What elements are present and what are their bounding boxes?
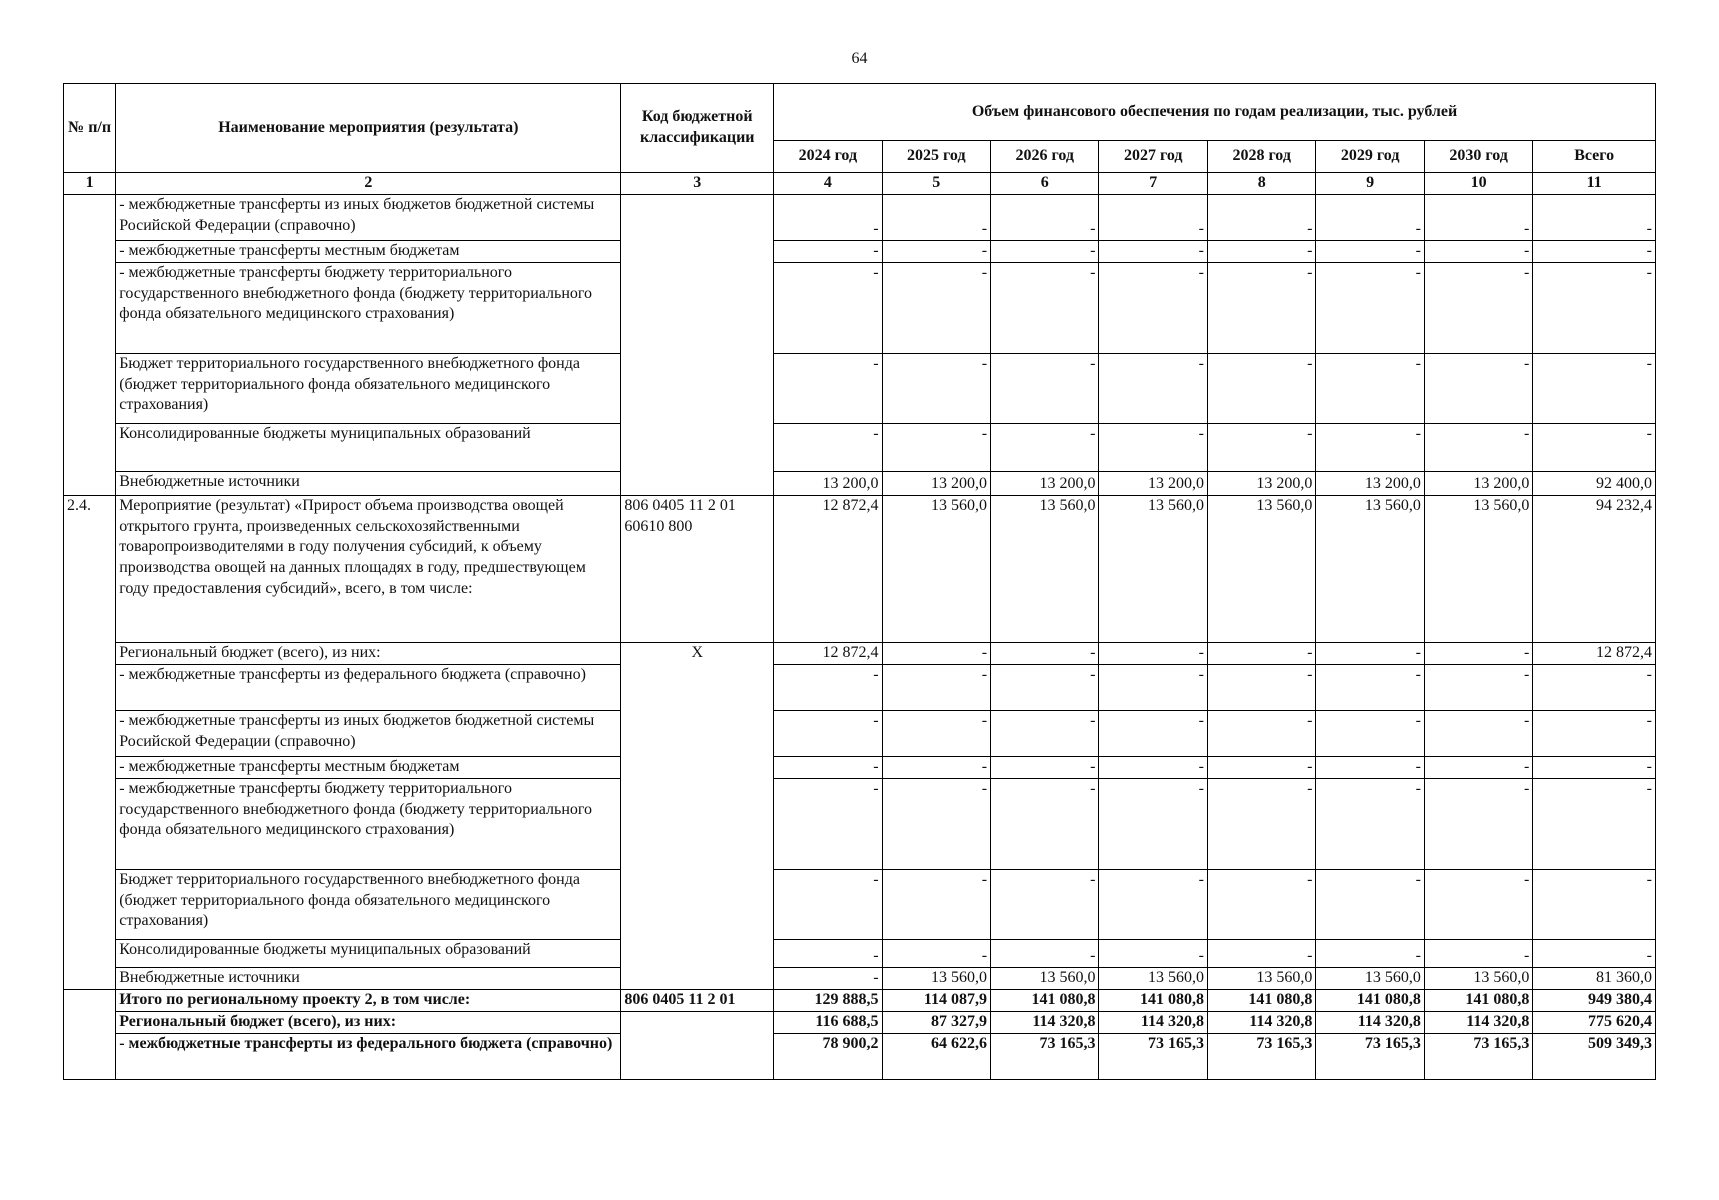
year-value: 12 872,4 xyxy=(774,642,882,664)
year-value: - xyxy=(1207,642,1315,664)
year-value: - xyxy=(1099,423,1207,471)
year-value: - xyxy=(1099,869,1207,939)
year-value: - xyxy=(882,664,990,710)
total-value: 94 232,4 xyxy=(1533,495,1656,642)
financing-table xyxy=(63,83,1656,1080)
row-name: Бюджет территориального государственного внебюджетного фонда (бюджет территориального фонда обязательного медицинского страхования) xyxy=(116,353,621,423)
year-value: - xyxy=(991,869,1099,939)
table-row xyxy=(64,756,1656,778)
year-value: 114 320,8 xyxy=(1316,1011,1424,1033)
column-number: 6 xyxy=(991,173,1099,195)
year-value: 13 560,0 xyxy=(1099,967,1207,989)
column-number: 8 xyxy=(1207,173,1315,195)
total-value: - xyxy=(1533,756,1656,778)
column-number: 9 xyxy=(1316,173,1424,195)
column-number: 4 xyxy=(774,173,882,195)
year-value: - xyxy=(774,262,882,353)
year-value: - xyxy=(1316,240,1424,262)
header-year: 2029 год xyxy=(1316,141,1424,173)
year-value: 13 200,0 xyxy=(991,471,1099,495)
year-value: - xyxy=(991,642,1099,664)
year-value: - xyxy=(991,756,1099,778)
total-value: 949 380,4 xyxy=(1533,989,1656,1011)
header-year: 2027 год xyxy=(1099,141,1207,173)
total-value: - xyxy=(1533,710,1656,756)
total-value: - xyxy=(1533,240,1656,262)
year-value: - xyxy=(1316,423,1424,471)
year-value: 13 200,0 xyxy=(1424,471,1532,495)
year-value: 13 560,0 xyxy=(1099,495,1207,642)
year-value: 141 080,8 xyxy=(1316,989,1424,1011)
year-value: 114 320,8 xyxy=(1424,1011,1532,1033)
year-value: 13 560,0 xyxy=(1316,967,1424,989)
year-value: - xyxy=(882,262,990,353)
table-row xyxy=(64,939,1656,967)
header-code: Код бюджетной классификации xyxy=(621,84,774,173)
year-value: 116 688,5 xyxy=(774,1011,882,1033)
row-name: Итого по региональному проекту 2, в том числе: xyxy=(116,989,621,1011)
year-value: - xyxy=(774,967,882,989)
table-row xyxy=(64,423,1656,471)
table-row xyxy=(64,778,1656,869)
year-value: 141 080,8 xyxy=(1207,989,1315,1011)
year-value: - xyxy=(1316,710,1424,756)
header-year: 2026 год xyxy=(991,141,1099,173)
table-row xyxy=(64,353,1656,423)
year-value: - xyxy=(1207,240,1315,262)
year-value: - xyxy=(774,939,882,967)
year-value: - xyxy=(1424,240,1532,262)
row-name: - межбюджетные трансферты из иных бюджетов бюджетной системы Росийской Федерации (справочно) xyxy=(116,194,621,240)
row-name: Внебюджетные источники xyxy=(116,471,621,495)
year-value: - xyxy=(774,423,882,471)
table-row xyxy=(64,989,1656,1011)
row-name: - межбюджетные трансферты из федерального бюджета (справочно) xyxy=(116,1033,621,1079)
year-value: - xyxy=(774,664,882,710)
total-value: - xyxy=(1533,778,1656,869)
year-value: - xyxy=(1424,262,1532,353)
code-cell xyxy=(621,1011,774,1079)
year-value: 87 327,9 xyxy=(882,1011,990,1033)
year-value: - xyxy=(991,194,1099,240)
year-value: - xyxy=(882,869,990,939)
year-value: 13 200,0 xyxy=(882,471,990,495)
year-value: - xyxy=(1207,778,1315,869)
year-value: - xyxy=(774,710,882,756)
year-value: - xyxy=(1316,939,1424,967)
year-value: - xyxy=(882,939,990,967)
year-value: 13 560,0 xyxy=(1424,495,1532,642)
year-value: - xyxy=(1207,423,1315,471)
table-row xyxy=(64,495,1656,642)
year-value: 114 320,8 xyxy=(991,1011,1099,1033)
year-value: - xyxy=(774,240,882,262)
table-row xyxy=(64,710,1656,756)
code-x-mark: Х xyxy=(621,642,774,989)
budget-code: 806 0405 11 2 01 60610 800 xyxy=(621,495,774,642)
year-value: 73 165,3 xyxy=(1207,1033,1315,1079)
row-name: Консолидированные бюджеты муниципальных образований xyxy=(116,423,621,471)
year-value: - xyxy=(991,710,1099,756)
year-value: - xyxy=(1207,194,1315,240)
year-value: - xyxy=(1424,939,1532,967)
row-number: 2.4. xyxy=(64,495,116,989)
year-value: 141 080,8 xyxy=(1099,989,1207,1011)
year-value: - xyxy=(991,423,1099,471)
year-value: - xyxy=(1207,353,1315,423)
year-value: - xyxy=(1099,240,1207,262)
year-value: - xyxy=(1099,939,1207,967)
year-value: - xyxy=(1424,756,1532,778)
year-value: 13 200,0 xyxy=(1099,471,1207,495)
year-value: - xyxy=(991,664,1099,710)
year-value: - xyxy=(991,778,1099,869)
row-name: Мероприятие (результат) «Прирост объема производства овощей открытого грунта, произведенных сельскохозяйственными товаропроизводителями в году получения субсидий, к объему производства овощей на данных площадях в году, предшествующем году предоставления субсидий», всего, в том числе: xyxy=(116,495,621,642)
year-value: - xyxy=(1424,710,1532,756)
year-value: - xyxy=(1316,664,1424,710)
year-value: - xyxy=(1316,869,1424,939)
table-row xyxy=(64,240,1656,262)
year-value: 13 200,0 xyxy=(1207,471,1315,495)
year-value: - xyxy=(1424,869,1532,939)
year-value: 13 200,0 xyxy=(774,471,882,495)
row-name: - межбюджетные трансферты из иных бюджетов бюджетной системы Росийской Федерации (справочно) xyxy=(116,710,621,756)
year-value: - xyxy=(774,756,882,778)
year-value: - xyxy=(1099,710,1207,756)
year-value: - xyxy=(882,353,990,423)
header-year: 2030 год xyxy=(1424,141,1532,173)
year-value: - xyxy=(1099,756,1207,778)
table-row xyxy=(64,642,1656,664)
column-numbers-row xyxy=(64,173,1656,195)
year-value: - xyxy=(1424,778,1532,869)
year-value: 13 560,0 xyxy=(1207,967,1315,989)
year-value: 114 320,8 xyxy=(1207,1011,1315,1033)
year-value: - xyxy=(991,939,1099,967)
year-value: - xyxy=(1316,778,1424,869)
table-row xyxy=(64,967,1656,989)
year-value: - xyxy=(882,240,990,262)
budget-code: 806 0405 11 2 01 xyxy=(621,989,774,1011)
column-number: 3 xyxy=(621,173,774,195)
total-value: - xyxy=(1533,664,1656,710)
year-value: - xyxy=(774,778,882,869)
year-value: 114 087,9 xyxy=(882,989,990,1011)
column-number: 5 xyxy=(882,173,990,195)
column-number: 11 xyxy=(1533,173,1656,195)
total-value: 775 620,4 xyxy=(1533,1011,1656,1033)
year-value: - xyxy=(1207,664,1315,710)
table-row xyxy=(64,471,1656,495)
table-row xyxy=(64,262,1656,353)
year-value: - xyxy=(774,353,882,423)
table-row xyxy=(64,1033,1656,1079)
total-value: - xyxy=(1533,353,1656,423)
year-value: 13 560,0 xyxy=(991,495,1099,642)
year-value: - xyxy=(1207,710,1315,756)
year-value: - xyxy=(1099,262,1207,353)
total-value: 12 872,4 xyxy=(1533,642,1656,664)
year-value: - xyxy=(774,869,882,939)
row-name: Бюджет территориального государственного внебюджетного фонда (бюджет территориального фонда обязательного медицинского страхования) xyxy=(116,869,621,939)
year-value: - xyxy=(1316,262,1424,353)
year-value: 64 622,6 xyxy=(882,1033,990,1079)
year-value: - xyxy=(1316,756,1424,778)
code-cell xyxy=(621,194,774,495)
year-value: - xyxy=(1316,353,1424,423)
year-value: 13 560,0 xyxy=(882,967,990,989)
header-year: 2028 год xyxy=(1207,141,1315,173)
year-value: - xyxy=(1099,194,1207,240)
row-number-cell xyxy=(64,989,116,1079)
year-value: 12 872,4 xyxy=(774,495,882,642)
year-value: - xyxy=(882,194,990,240)
table-row xyxy=(64,194,1656,240)
year-value: 141 080,8 xyxy=(1424,989,1532,1011)
year-value: 13 560,0 xyxy=(1424,967,1532,989)
year-value: 78 900,2 xyxy=(774,1033,882,1079)
year-value: - xyxy=(991,353,1099,423)
row-name: - межбюджетные трансферты бюджету территориального государственного внебюджетного фонда (бюджету территориального фонда обязательного медицинского страхования) xyxy=(116,778,621,869)
year-value: - xyxy=(991,262,1099,353)
total-value: 81 360,0 xyxy=(1533,967,1656,989)
year-value: - xyxy=(1316,194,1424,240)
year-value: - xyxy=(882,423,990,471)
row-name: Региональный бюджет (всего), из них: xyxy=(116,1011,621,1033)
header-funding: Объем финансового обеспечения по годам реализации, тыс. рублей xyxy=(774,84,1656,141)
year-value: 73 165,3 xyxy=(1424,1033,1532,1079)
year-value: - xyxy=(1099,778,1207,869)
year-value: 13 200,0 xyxy=(1316,471,1424,495)
year-value: 73 165,3 xyxy=(991,1033,1099,1079)
row-name: - межбюджетные трансферты из федерального бюджета (справочно) xyxy=(116,664,621,710)
column-number: 10 xyxy=(1424,173,1532,195)
column-number: 2 xyxy=(116,173,621,195)
page-number: 64 xyxy=(851,50,868,67)
table-row xyxy=(64,664,1656,710)
year-value: 73 165,3 xyxy=(1316,1033,1424,1079)
year-value: - xyxy=(1099,642,1207,664)
header-name: Наименование мероприятия (результата) xyxy=(116,84,621,173)
year-value: - xyxy=(774,194,882,240)
year-value: - xyxy=(1207,939,1315,967)
header-year: 2024 год xyxy=(774,141,882,173)
year-value: - xyxy=(882,778,990,869)
year-value: - xyxy=(1316,642,1424,664)
year-value: 129 888,5 xyxy=(774,989,882,1011)
year-value: - xyxy=(1424,642,1532,664)
year-value: 13 560,0 xyxy=(1316,495,1424,642)
header-year: 2025 год xyxy=(882,141,990,173)
header-total: Всего xyxy=(1533,141,1656,173)
year-value: - xyxy=(882,756,990,778)
year-value: 73 165,3 xyxy=(1099,1033,1207,1079)
total-value: 92 400,0 xyxy=(1533,471,1656,495)
total-value: - xyxy=(1533,262,1656,353)
total-value: - xyxy=(1533,939,1656,967)
year-value: - xyxy=(1424,664,1532,710)
year-value: - xyxy=(991,240,1099,262)
year-value: 13 560,0 xyxy=(991,967,1099,989)
total-value: - xyxy=(1533,194,1656,240)
year-value: - xyxy=(1099,664,1207,710)
row-name: - межбюджетные трансферты местным бюджетам xyxy=(116,756,621,778)
table-row xyxy=(64,1011,1656,1033)
year-value: - xyxy=(882,642,990,664)
year-value: - xyxy=(1207,869,1315,939)
row-name: Региональный бюджет (всего), из них: xyxy=(116,642,621,664)
year-value: 114 320,8 xyxy=(1099,1011,1207,1033)
year-value: - xyxy=(1424,194,1532,240)
year-value: - xyxy=(1207,262,1315,353)
row-name: Консолидированные бюджеты муниципальных образований xyxy=(116,939,621,967)
year-value: - xyxy=(1424,423,1532,471)
table-row xyxy=(64,869,1656,939)
header-no: № п/п xyxy=(64,84,116,173)
year-value: 141 080,8 xyxy=(991,989,1099,1011)
row-name: - межбюджетные трансферты местным бюджетам xyxy=(116,240,621,262)
row-number-cell xyxy=(64,194,116,495)
total-value: 509 349,3 xyxy=(1533,1033,1656,1079)
year-value: - xyxy=(882,710,990,756)
year-value: 13 560,0 xyxy=(1207,495,1315,642)
total-value: - xyxy=(1533,423,1656,471)
row-name: Внебюджетные источники xyxy=(116,967,621,989)
year-value: - xyxy=(1424,353,1532,423)
total-value: - xyxy=(1533,869,1656,939)
year-value: - xyxy=(1207,756,1315,778)
year-value: - xyxy=(1099,353,1207,423)
column-number: 1 xyxy=(64,173,116,195)
row-name: - межбюджетные трансферты бюджету территориального государственного внебюджетного фонда (бюджету территориального фонда обязательного медицинского страхования) xyxy=(116,262,621,353)
year-value: 13 560,0 xyxy=(882,495,990,642)
column-number: 7 xyxy=(1099,173,1207,195)
